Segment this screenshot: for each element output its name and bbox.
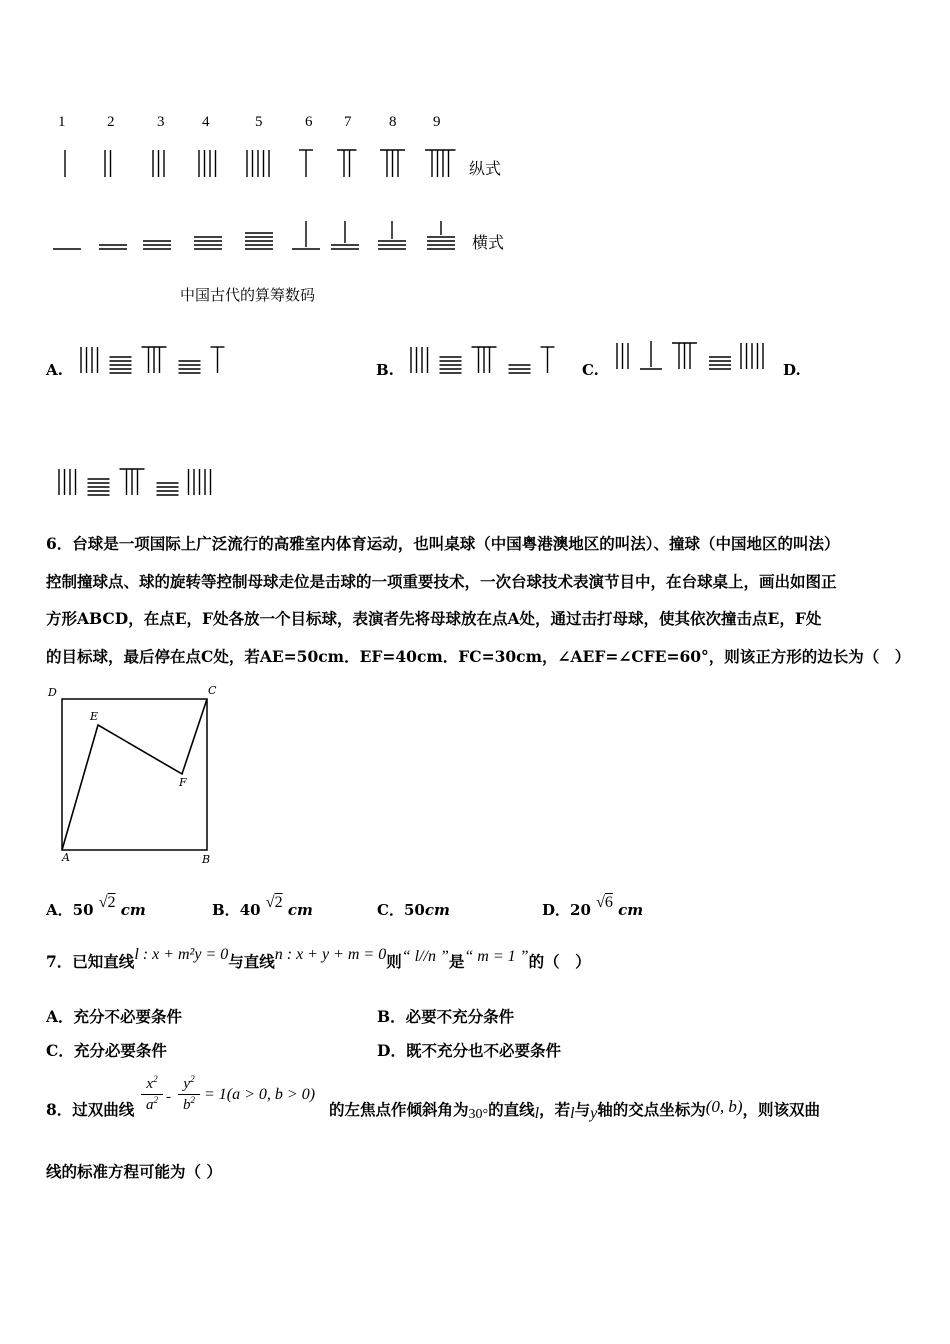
q6-figure-square [40,682,230,867]
option-c-label[interactable]: C. [582,361,599,379]
q6-option-c[interactable]: C．50cm [377,901,450,919]
option-c-rods[interactable] [614,340,774,376]
rod-numerals-drawing [0,0,520,270]
fraction-y2-b2: $y^2$ $b^2$ [178,1074,200,1114]
fraction-x2-a2: $x^2$ $a^2$ [141,1074,163,1114]
digit-label: 1 [58,114,66,130]
option-a-label[interactable]: A. [46,361,63,379]
q8-prefix: 8．过双曲线 [46,1100,135,1119]
q6-line-3: 方形ABCD，在点E，F处各放一个目标球，表演者先将母球放在点A处，通过击打母球，使其依次撞击点E，F处 [46,609,822,628]
point-e-label: E [90,710,99,723]
q6-line-1: 6．台球是一项国际上广泛流行的高雅室内体育运动，也叫桌球（中国粤港澳地区的叫法）、撞球（中国地区的叫法） [46,534,840,553]
point-c-label: C [208,684,217,697]
horizontal-style-label: 横式 [472,233,505,252]
point-a-label: A [62,851,70,864]
q8-rest: 的左焦点作倾斜角为30°的直线l，若l与y轴的交点坐标为(0, b)，则该双曲 [329,1097,821,1122]
table-caption: 中国古代的算筹数码 [180,286,316,304]
option-b-label[interactable]: B. [376,361,394,379]
sqrt-symbol: √2 [265,894,283,911]
sqrt-symbol: √2 [98,894,116,911]
vertical-rods-row [65,150,456,177]
digit-label: 7 [344,114,352,130]
q6-line-4: 的目标球，最后停在点C处，若AE=50cm．EF=40cm．FC=30cm，∠AEF=∠CFE=60°，则该正方形的边长为（ ） [46,647,911,666]
q7-option-d[interactable]: D．既不充分也不必要条件 [377,1041,561,1060]
q8-line-2: 线的标准方程可能为（ ） [46,1162,222,1181]
q6-option-b[interactable]: B．40 √2 cm [212,894,313,919]
q6-line-2: 控制撞球点、球的旋转等控制母球走位是击球的一项重要技术，一次台球技术表演节目中，在台球桌上，画出如图正 [46,572,837,591]
option-a-rods[interactable] [78,344,238,376]
digit-label: 2 [107,114,115,130]
point-b-label: B [202,853,211,866]
sqrt-symbol: √6 [596,894,613,911]
minus-sign: - [166,1089,171,1105]
digit-label: 5 [255,114,263,130]
ball-path [62,699,207,850]
q7-stem: 7．已知直线l : x + m²y = 0与直线n : x + y + m = 0则“ l//n ”是“ m = 1 ”的（ ） [46,946,591,971]
q7-option-c[interactable]: C．充分必要条件 [46,1041,167,1060]
digit-label: 9 [433,114,441,130]
horizontal-rods-row [53,221,455,249]
point-d-label: D [48,686,57,699]
digit-label: 4 [202,114,210,130]
q7-option-b[interactable]: B．必要不充分条件 [377,1007,515,1026]
digit-label: 6 [305,114,313,130]
q6-option-d[interactable]: D．20 √6 cm [542,894,644,919]
q6-option-a[interactable]: A．50 √2 cm [46,894,146,919]
vertical-style-label: 纵式 [469,159,502,178]
point-f-label: F [179,776,187,789]
digit-label: 8 [389,114,397,130]
option-d-label[interactable]: D. [783,361,801,379]
option-b-rods[interactable] [408,344,568,376]
q7-option-a[interactable]: A．充分不必要条件 [46,1007,183,1026]
option-d-rods[interactable] [56,466,216,498]
digit-label: 3 [157,114,165,130]
equation-tail: = 1(a > 0, b > 0) [204,1086,316,1103]
